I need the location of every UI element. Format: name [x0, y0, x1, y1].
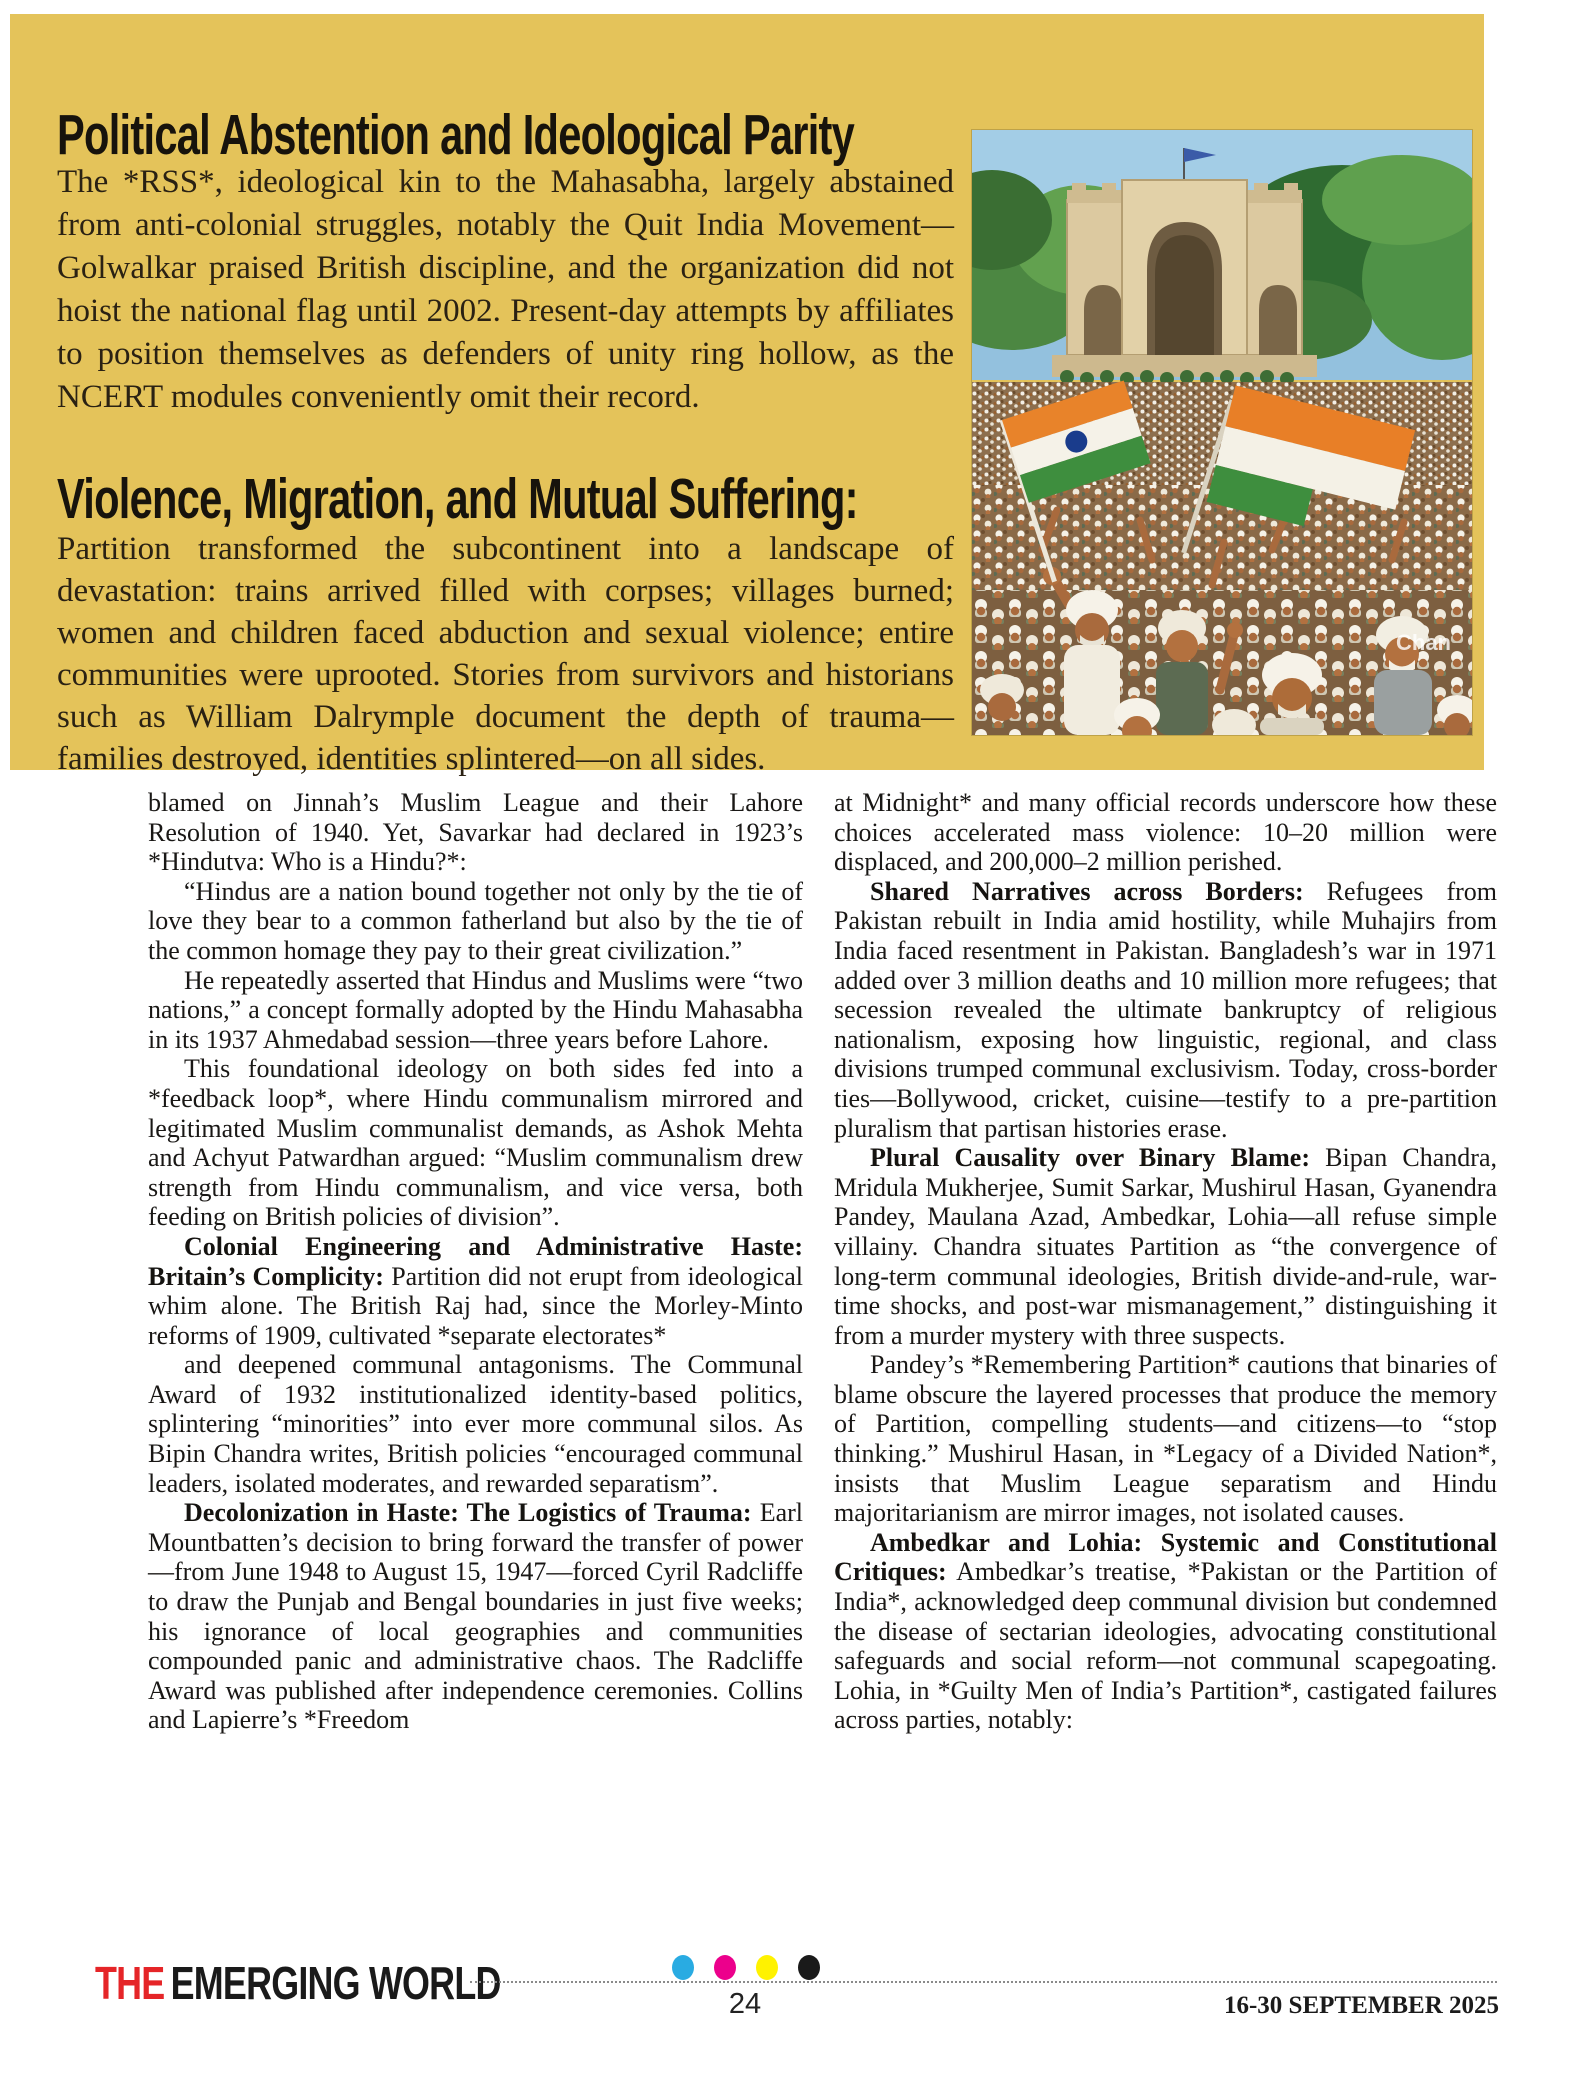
- banner-heading-violence-migration: Violence, Migration, and Mutual Suffering:: [57, 467, 858, 531]
- masthead-logo-rest: EMERGING WORLD: [170, 1957, 501, 2009]
- registration-dots: [672, 1955, 820, 1980]
- body-paragraph: “Hindus are a nation bound together not only by the tie of love they bear to a common fatherland but also by the tie of the common homage they pay to their great civilization.”: [148, 876, 803, 965]
- masthead-logo-the: THE: [95, 1957, 165, 2009]
- footer-dotted-rule: [470, 1981, 1497, 1983]
- body-paragraph: at Midnight* and many official records underscore how these choices accelerated mass violence: 10–20 million were displaced, and 200,000–2 million perished.: [834, 788, 1497, 877]
- top-banner: [10, 14, 1484, 777]
- article-column-left: [148, 788, 803, 1735]
- run-in-heading: Colonial Engineering and Administrative Haste: Britain’s Complicity:: [148, 1231, 803, 1291]
- registration-dot: [798, 1955, 820, 1980]
- body-paragraph: Colonial Engineering and Administrative Haste: Britain’s Complicity: Partition did not erupt from ideological whim alone. The British Raj had, since the Morley-Minto reforms of 1909, cultivated *separate electorates*: [148, 1231, 803, 1350]
- run-in-heading: Decolonization in Haste: The Logistics of Trauma:: [184, 1498, 752, 1528]
- photo-watermark: Chan: [1396, 630, 1451, 655]
- banner-paragraph-2: Partition transformed the subcontinent into a landscape of devastation: trains arrived filled with corpses; villages burned; women and children faced abduction and sexual violence; entire communities were uprooted. Stories from survivors and historians such as William Dalrymple document the depth of trauma—families destroyed, identities splintered—on all sides.: [57, 531, 954, 777]
- body-paragraph: Pandey’s *Remembering Partition* cautions that binaries of blame obscure the layered processes that produce the memory of Partition, compelling students—and citizens—to “stop thinking.” Mushirul Hasan, in *Legacy of a Divided Nation*, insists that Muslim League separatism and Hindu majoritarianism are mirror images, not isolated causes.: [834, 1350, 1497, 1528]
- page-number: 24: [728, 1988, 762, 2020]
- registration-dot: [714, 1955, 736, 1980]
- banner-paragraph-1: The *RSS*, ideological kin to the Mahasabha, largely abstained from anti-colonial struggles, notably the Quit India Movement—Golwalkar praised British discipline, and the organization did not hoist the national flag until 2002. Present-day attempts by affiliates to position themselves as defenders of unity ring hollow, as the NCERT modules conveniently omit their record.: [57, 164, 954, 415]
- run-in-heading: Ambedkar and Lohia: Systemic and Constitutional Critiques:: [834, 1527, 1497, 1587]
- registration-dot: [756, 1955, 778, 1980]
- body-paragraph: blamed on Jinnah’s Muslim League and their Lahore Resolution of 1940. Yet, Savarkar had declared in 1923’s *Hindutva: Who is a Hindu?*:: [148, 788, 803, 877]
- body-paragraph: Ambedkar and Lohia: Systemic and Constitutional Critiques: Ambedkar’s treatise, *Pakistan or the Partition of India*, acknowledged deep communal division but condemned the disease of sectarian ideologies, advocating constitutional safeguards and social reform—not communal scapegoating. Lohia, in *Guilty Men of India’s Partition*, castigated failures across parties, notably:: [834, 1527, 1497, 1735]
- registration-dot: [672, 1955, 694, 1980]
- body-paragraph: He repeatedly asserted that Hindus and Muslims were “two nations,” a concept formally adopted by the Hindu Mahasabha in its 1937 Ahmedabad session—three years before Lahore.: [148, 965, 803, 1054]
- body-paragraph: Plural Causality over Binary Blame: Bipan Chandra, Mridula Mukherjee, Sumit Sarkar, Mushirul Hasan, Gyanendra Pandey, Maulana Azad, Ambedkar, Lohia—all refuse simple villainy. Chandra situates Partition as “the convergence of long-term communal ideologies, British divide-and-rule, war-time shocks, and post-war mismanagement,” distinguishing it from a murder mystery with three suspects.: [834, 1143, 1498, 1350]
- run-in-heading: Plural Causality over Binary Blame:: [870, 1143, 1311, 1173]
- article-body: [148, 788, 1497, 1735]
- crowd-illustration: [972, 130, 1472, 735]
- issue-date: 16-30 SEPTEMBER 2025: [1223, 1992, 1499, 2019]
- body-paragraph: Shared Narratives across Borders: Refugees from Pakistan rebuilt in India amid hostility, while Muhajirs from India faced resentment in Pakistan. Bangladesh’s war in 1971 added over 3 million deaths and 10 million more refugees; that secession revealed the ultimate bankruptcy of religious nationalism, exposing how linguistic, regional, and class divisions trumped communal exclusivism. Today, cross-border ties—Bollywood, cricket, cuisine—testify to a pre-partition pluralism that partisan histories erase.: [834, 876, 1498, 1143]
- body-paragraph: This foundational ideology on both sides fed into a *feedback loop*, where Hindu communalism mirrored and legitimated Muslim communalist demands, as Ashok Mehta and Achyut Patwardhan argued: “Muslim communalism drew strength from Hindu communalism, and vice versa, both feeding on British policies of division”.: [148, 1054, 803, 1232]
- banner-heading-political-abstention: Political Abstention and Ideological Parity: [57, 103, 855, 167]
- body-paragraph: Decolonization in Haste: The Logistics of Trauma: Earl Mountbatten’s decision to bring forward the transfer of power—from June 1948 to August 15, 1947—forced Cyril Radcliffe to draw the Punjab and Bengal boundaries in just five weeks; his ignorance of local geographies and communities compounded panic and administrative chaos. The Radcliffe Award was published after independence ceremonies. Collins and Lapierre’s *Freedom: [148, 1498, 803, 1735]
- masthead-logo: [95, 1956, 501, 2010]
- body-paragraph: and deepened communal antagonisms. The Communal Award of 1932 institutionalized identity-based politics, splintering “minorities” into ever more communal silos. As Bipin Chandra writes, British policies “encouraged communal leaders, isolated moderates, and rewarded separatism”.: [148, 1350, 803, 1498]
- run-in-heading: Shared Narratives across Borders:: [870, 876, 1304, 906]
- article-column-right: [834, 788, 1497, 1735]
